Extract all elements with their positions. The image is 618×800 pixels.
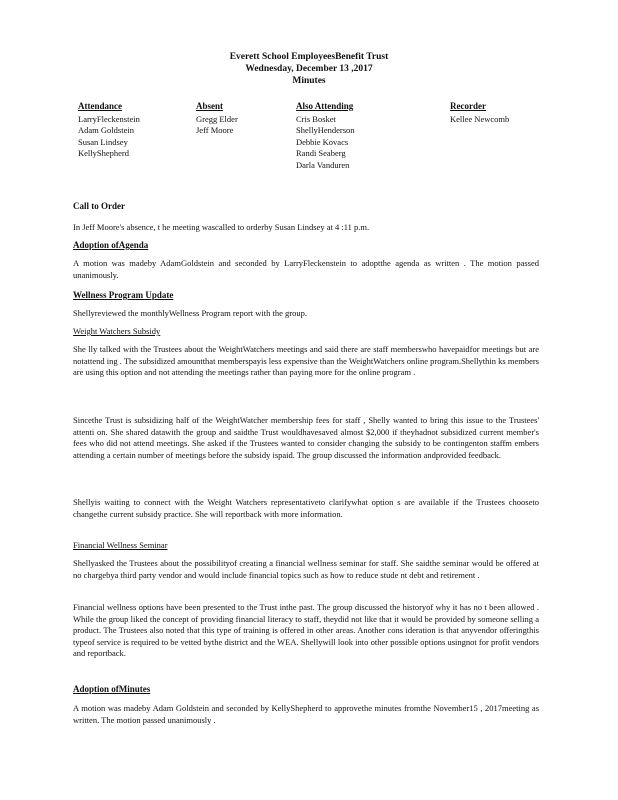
minutes-label: Minutes bbox=[292, 76, 326, 86]
guest-name: Cris Bosket bbox=[296, 113, 336, 124]
adoption-agenda-heading: Adoption ofAgenda bbox=[73, 240, 149, 250]
absent-column bbox=[196, 101, 238, 137]
attendee-name: LarryFleckenstein bbox=[78, 113, 140, 124]
adoption-minutes-text: A motion was madeby Adam Goldstein and seconded by KellyShepherd to approvethe minutes fromthe November15 , 2017meeting as written. The motion passed unanimously . bbox=[73, 703, 539, 725]
recorder-column bbox=[450, 101, 509, 125]
adoption-minutes-heading: Adoption ofMinutes bbox=[73, 684, 151, 694]
weight-watchers-paragraph: Shellyis waiting to connect with the Weight Watchers representativeto clarifywhat option s are available if the Trustees chooseto changethe current subsidy practice. She will reportback with more information. bbox=[73, 497, 539, 519]
absent-name: Jeff Moore bbox=[196, 125, 234, 135]
guest-name: Randi Seaberg bbox=[296, 148, 346, 158]
absent-name: Gregg Elder bbox=[196, 113, 238, 124]
weight-watchers-paragraph: She lly talked with the Trustees about the WeightWatchers meetings and said there are staff memberswho havepaidfor meetings but are notattend ing . The subsidized amountthat memberspayis less expensive than the WeightWatchers online program.Shellythin ks members are using this option and not attending the meetings rather than paying more for the online program . bbox=[73, 344, 539, 378]
call-to-order-text: In Jeff Moore's absence, t he meeting wascalled to orderby Susan Lindsey at 4 :11 p.m. bbox=[73, 222, 370, 232]
guest-name: ShellyHenderson bbox=[296, 125, 355, 135]
attendee-name: Adam Goldstein bbox=[78, 125, 134, 135]
meeting-date: Wednesday, December 13 ,2017 bbox=[245, 64, 373, 74]
document-header bbox=[0, 51, 618, 87]
recorder-name: Kellee Newcomb bbox=[450, 113, 510, 124]
call-to-order-heading: Call to Order bbox=[73, 201, 125, 211]
attendance-block bbox=[78, 101, 548, 181]
attendee-name: KellyShepherd bbox=[78, 148, 129, 158]
weight-watchers-heading: Weight Watchers Subsidy bbox=[73, 326, 161, 336]
weight-watchers-paragraph: Sincethe Trust is subsidizing half of the WeightWatcher membership fees for staff , Shelly wanted to bring this issue to the Trustees' attenti on. She shared datawith the group and saidthe Trust wouldhavesaved almost $2,000 if theyhadnot subsidized current member's fees who did not attend meetings. She asked if the Trustees wanted to consider changing the subsidy to be contingenton staffm embers attending a certain number of meetings before the subsidy ispaid. The group discussed the information andprovided feedback. bbox=[73, 415, 539, 460]
adoption-agenda-text: A motion was madeby AdamGoldstein and seconded by LarryFleckenstein to adoptthe agenda as written . The motion passed unanimously. bbox=[73, 258, 539, 280]
wellness-update-heading: Wellness Program Update bbox=[73, 290, 174, 300]
financial-seminar-paragraph: Shellyasked the Trustees about the possibilityof creating a financial wellness seminar for staff. She saidthe seminar would be offered at no chargebya third party vendor and would include financial topics such as how to reduce stude nt debt and retirement . bbox=[73, 558, 539, 580]
guest-name: Darla Vanduren bbox=[296, 159, 350, 170]
financial-seminar-heading: Financial Wellness Seminar bbox=[73, 540, 168, 550]
attendance-heading: Attendance bbox=[78, 101, 122, 111]
recorder-heading: Recorder bbox=[450, 101, 486, 111]
attendance-column bbox=[78, 101, 140, 160]
wellness-update-text: Shellyreviewed the monthlyWellness Program report with the group. bbox=[73, 308, 307, 318]
financial-seminar-paragraph: Financial wellness options have been presented to the Trust inthe past. The group discussed the historyof why it has no t been allowed . While the group liked the concept of providing financial literacy to staff, theydid not like that it would be provided by someone selling a product. The Trustees also noted that this type of training is offered in other areas. Another cons ideration is that anyvendor offeringthis typeof service is required to be vetted bythe district and the WEA. Shellywill look into other possible options usingnot for profit vendors and reportback. bbox=[73, 602, 539, 659]
absent-heading: Absent bbox=[196, 101, 224, 111]
also-attending-heading: Also Attending bbox=[296, 101, 354, 111]
guest-name: Debbie Kovacs bbox=[296, 136, 349, 147]
attendee-name: Susan Lindsey bbox=[78, 136, 128, 147]
trust-title: Everett School EmployeesBenefit Trust bbox=[229, 52, 389, 62]
also-attending-column bbox=[296, 101, 355, 171]
